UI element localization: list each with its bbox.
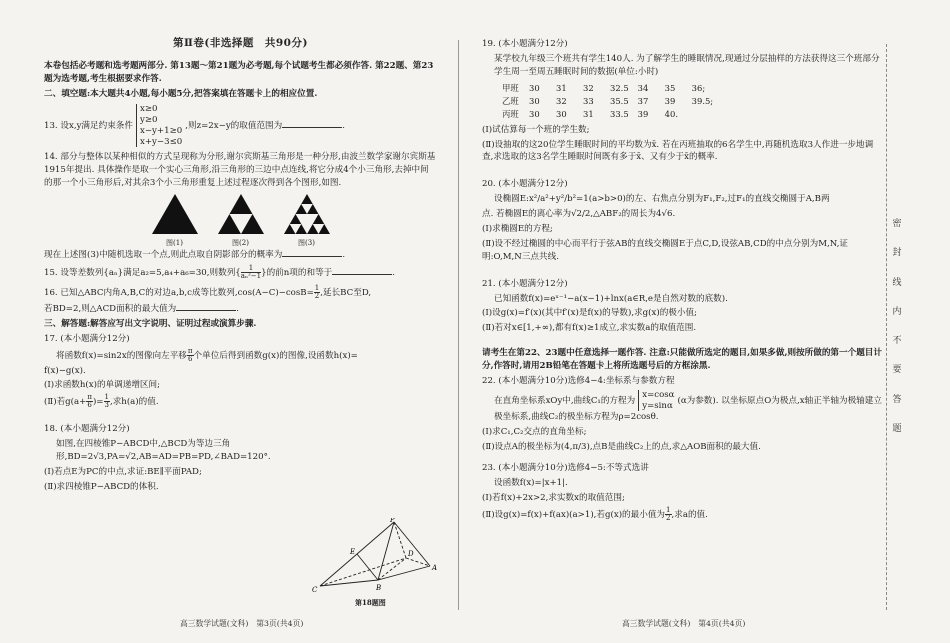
- constraint-system: x≥0 y≥0 x−y+1≥0 x+y−3≤0: [136, 104, 182, 147]
- footer-page-4: 高三数学试题(文科) 第4页(共4页): [622, 619, 746, 628]
- answer-blank: [176, 302, 236, 311]
- label-d: D: [408, 550, 414, 558]
- answer-blank: [332, 266, 392, 275]
- page-3: [44, 36, 437, 496]
- figure-2: 图(2): [218, 194, 264, 248]
- question-16: 16. 已知△ABC内角A,B,C的对边a,b,c成等比数列,cos(A−C)−cosB= $\frac{1}{2}$ ,延长BC至D, 若BD=2,则△ACD面积的最大值为 .: [44, 283, 372, 314]
- table-row: 甲班 30 31 32 32.5 34 35 36;: [502, 82, 706, 93]
- question-13: 13. 设x,y满足约束条件 x≥0 y≥0 x−y+1≥0 x+y−3≤0 ,则z=2x−y的取值范围为 .: [44, 104, 345, 147]
- answer-blank: [282, 248, 342, 257]
- triangle-fig-2: [218, 194, 264, 234]
- choose-note: 请考生在第22、23题中任意选择一题作答. 注意:只能做所选定的题目,如果多做,则按所做的第一个题目计分,作答时,请用2B铅笔在答题卡上将所选题号后的方框涂黑.: [482, 348, 882, 372]
- question-22: 22. (本小题满分10分)选修4−4:坐标系与参数方程 在直角坐标系xOy中,曲线C₁的方程为 x=cosα y=sinα (α为参数). 以坐标原点O为极点,x轴正半轴为极轴建立极坐标系,曲线C₂的极坐标方程为ρ=2cosθ. (Ⅰ)求C₁,C₂交点的直角坐标; (Ⅱ)设点A的极坐标为(4,π/3),点B是曲线C₂上的点,求△AOB面积的最大值.: [482, 376, 882, 453]
- question-23: 23. (本小题满分10分)选修4−5:不等式选讲 设函数f(x)=|x+1|. (Ⅰ)若f(x)+2x>2,求实数x的取值范围; (Ⅱ)设g(x)=f(x)+f(ax)(a>1),若g(x)的最小值为 $\frac{1}{2}$ ,求a的值.: [482, 463, 708, 522]
- solve-header: 三、解答题:解答应写出文字说明、证明过程或演算步骤.: [44, 318, 257, 329]
- question-20: 20. (本小题满分12分) 设椭圆E:x²/a²+y²/b²=1(a>b>0)的左、右焦点分别为F₁,F₂,过F₁的直线交椭圆于A,B两 点. 若椭圆E的离心率为√2/2,△ABF₂的周长为4√6. (Ⅰ)求椭圆E的方程; (Ⅱ)设不经过椭圆的中心而平行于弦AB的直线交椭圆E于点C,D,设弦AB,CD的中点分别为M,N,证明:O,M,N三点共线.: [482, 179, 849, 262]
- question-21: 21. (本小题满分12分) 已知函数f(x)=eˣ⁻¹−a(x−1)+lnx(a∈R,e是自然对数的底数). (Ⅰ)设g(x)=f′(x)(其中f′(x)是f(x)的导数),求g(x)的极小值; (Ⅱ)若对x∈[1,+∞),都有f(x)≥1成立,求实数a的取值范围.: [482, 278, 728, 334]
- fig18-caption: 第18题图: [355, 598, 386, 607]
- question-14: 14. 部分与整体以某种相似的方式呈现称为分形,谢尔宾斯基三角形是一种分形,由波兰数学家谢尔宾斯基1915年提出. 具体操作是取一个实心三角形,沿三角形的三边中点连线,将它分成4个小三角形,去掉中间的那一个小三角形后,对其余3个小三角形重复上述过程逐次得到各个图形,如图. 图(1) 图(2) 图(3) 现在上述图(3)中随机选取一个点,则此点取自阴影部分的概率为 .: [44, 152, 436, 261]
- answer-blank: [282, 119, 342, 128]
- label-e: E: [350, 548, 356, 556]
- section-title: 第Ⅱ卷(非选择题 共90分): [173, 37, 308, 49]
- fill-header: 二、填空题:本大题共4小题,每小题5分,把答案填在答题卡上的相应位置.: [44, 88, 318, 99]
- question-19: 19. (本小题满分12分) 某学校九年级三个班共有学生140人. 为了解学生的睡眠情况,现通过分层抽样的方法获得这三个班部分学生周一至周五睡眠时间的数据(单位:小时) 甲班 30 31 32 32.5 34 35 36; 乙班 30 32 33 35.5 37 39 39.5; 丙班 30 30 31 33.5 39 40. (Ⅰ)试估算每一个班的学生数; (Ⅱ)设抽取的这20位学生睡眠时间的平均数为x̄. 若在丙班抽取的6名学生中,再随机选取3人作进一步地调查,求选取的这3名学生睡眠时间既有多于x̄、又有少于x̄的概率.: [482, 39, 880, 163]
- label-b: B: [376, 584, 382, 592]
- label-p: P: [390, 518, 395, 524]
- triangle-fig-1: [152, 194, 198, 234]
- label-a: A: [432, 564, 438, 572]
- question-18: 18. (本小题满分12分) 如图,在四棱锥P−ABCD中,△BCD为等边三角形,BD=2√3,PA=√2,AB=AD=PB=PD,∠BAD=120°. (Ⅰ)若点E为PC的中点,求证:BE∥平面PAD; (Ⅱ)求四棱锥P−ABCD的体积.: [44, 424, 271, 492]
- sleep-table: [502, 82, 722, 121]
- triangle-fig-3: [284, 194, 330, 234]
- footer-page-3: 高三数学试题(文科) 第3页(共4页): [180, 619, 304, 628]
- figure-1: 图(1): [152, 194, 198, 248]
- seal-warning: 密 封 线 内 不 要 答 题: [892, 219, 902, 435]
- pyramid-figure: [312, 518, 440, 598]
- question-15: 15. 设等差数列{aₙ}满足a₂=5,a₄+a₆=30,则数列{ $\frac{1}{\text{aₙ²−1}}$ }的前n项的和等于 .: [44, 263, 395, 280]
- question-17: 17. (本小题满分12分) 将函数f(x)=sin2x的图像向左平移 $\frac{\pi}{6}$ 个单位后得到函数g(x)的图像,设函数h(x)= f(x)−g(x). (Ⅰ)求函数h(x)的单调递增区间; (Ⅱ)若g(a+ $\frac{\pi}{6}$ )= $\frac{1}{3}$ ,求h(a)的值.: [44, 333, 358, 410]
- param-system: x=cosα y=sinα: [638, 390, 674, 411]
- figure-3: 图(3): [284, 194, 330, 248]
- intro-note: 本卷包括必考题和选考题两部分. 第13题～第21题为必考题,每个试题考生都必须作答. 第22题、第23题为选考题,考生根据要求作答.: [44, 60, 434, 84]
- label-c: C: [312, 586, 318, 594]
- table-row: 丙班 30 30 31 33.5 39 40.: [502, 108, 678, 119]
- page-4: [482, 38, 884, 524]
- table-row: 乙班 30 32 33 35.5 37 39 39.5;: [502, 95, 714, 106]
- page-divider: [458, 40, 459, 610]
- sierpinski-figures: [44, 194, 437, 248]
